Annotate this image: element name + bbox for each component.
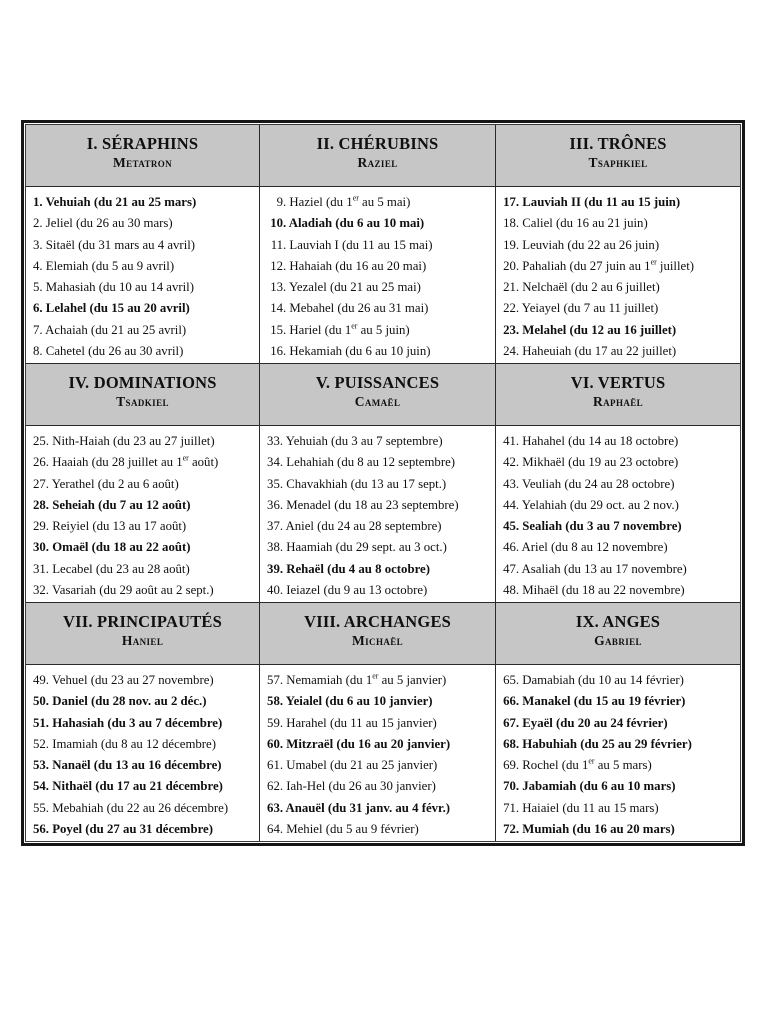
choir-section-3 (496, 125, 740, 364)
angel-entry (503, 235, 737, 256)
angel-entry (267, 691, 492, 712)
choir-title: IV. DOMINATIONS (68, 373, 217, 392)
angel-entry (33, 776, 256, 797)
angel-entry (267, 516, 492, 537)
choir-title: I. SÉRAPHINS (86, 134, 199, 153)
angel-entry (267, 755, 492, 776)
angel-entry (267, 776, 492, 797)
angel-number: 10. (270, 216, 287, 231)
angel-name-and-dates: Seheiah (du 7 au 12 août) (49, 497, 191, 512)
angel-entry (267, 298, 492, 319)
angel-number: 64. (267, 822, 284, 837)
angel-name-and-dates: Reiyiel (du 13 au 17 août) (49, 519, 187, 534)
angel-number: 25. (33, 434, 49, 448)
choir-title: IX. ANGES (575, 612, 661, 631)
angel-number: 1. (33, 195, 43, 209)
angel-name-and-dates: Nelchaël (du 2 au 6 juillet) (519, 280, 660, 295)
angel-entry (33, 819, 256, 840)
angel-entry (33, 192, 256, 213)
angel-entry (503, 213, 737, 234)
angel-entry (503, 495, 737, 516)
angel-number: 31. (33, 561, 49, 576)
angel-name-and-dates: Lehahiah (du 8 au 12 septembre) (283, 455, 456, 470)
angel-entry (33, 256, 256, 277)
choir-section-2 (260, 125, 496, 364)
angel-number: 16. (270, 344, 287, 359)
choir-title: VI. VERTUS (570, 373, 666, 392)
choir-angel-list (26, 426, 259, 602)
angel-entry (267, 213, 492, 234)
choir-title: VII. PRINCIPAUTÉS (63, 612, 222, 631)
choir-section-7 (26, 603, 260, 841)
angel-name-and-dates: Leuviah (du 22 au 26 juin) (519, 237, 660, 252)
angel-name-and-dates: Lelahel (du 15 au 20 avril) (42, 301, 190, 316)
angel-entry (267, 341, 492, 362)
angel-number: 71. (503, 800, 520, 815)
angel-entry (503, 691, 737, 712)
choir-header (260, 364, 495, 426)
angel-entry (33, 277, 256, 298)
angel-number: 11. (270, 237, 287, 252)
choir-section-6 (496, 364, 740, 603)
angel-number: 32. (33, 583, 49, 598)
angel-number: 6. (33, 301, 43, 316)
angel-number: 38. (267, 540, 284, 555)
angel-name-and-dates: Haiaiel (du 11 au 15 mars) (519, 800, 659, 815)
choir-ruling-angel: Michaël (352, 633, 404, 648)
angel-number: 63. (267, 800, 284, 815)
angel-name-and-dates: Cahetel (du 26 au 30 avril) (42, 344, 184, 359)
angel-name-and-dates: Yeiayel (du 7 au 11 juillet) (519, 301, 659, 316)
angel-name-and-dates: Imamiah (du 8 au 12 décembre) (49, 736, 217, 751)
choir-header (260, 125, 495, 187)
angel-entry (267, 580, 492, 601)
angel-number: 62. (267, 779, 284, 794)
angel-number: 8. (33, 344, 43, 359)
angel-entry (267, 537, 492, 558)
angel-entry (503, 798, 737, 819)
angel-name-and-dates: Vehuiah (du 21 au 25 mars) (42, 195, 197, 209)
angel-name-and-dates: Pahaliah (du 27 juin au 1er juillet) (519, 257, 695, 273)
angel-entry (33, 734, 256, 755)
angel-entry (267, 559, 492, 580)
angel-entry (33, 691, 256, 712)
angel-entry (267, 431, 492, 452)
angel-entry (503, 734, 737, 755)
angel-name-and-dates: Nithaël (du 17 au 21 décembre) (49, 779, 223, 794)
angel-entry (503, 341, 737, 362)
choir-ruling-angel: Raziel (357, 155, 398, 170)
angel-entry (267, 798, 492, 819)
angel-number: 40. (267, 583, 284, 598)
angel-name-and-dates: Hariel (du 1er au 5 juin) (286, 321, 410, 337)
angel-entry (503, 474, 737, 495)
choir-section-9 (496, 603, 740, 841)
angels-table-grid (26, 125, 740, 841)
angel-name-and-dates: Harahel (du 11 au 15 janvier) (283, 715, 437, 730)
angel-number: 47. (503, 561, 520, 576)
angel-entry (503, 559, 737, 580)
angel-number: 23. (503, 322, 520, 337)
angel-number: 39. (267, 561, 284, 576)
angel-entry (33, 474, 256, 495)
angel-name-and-dates: Menadel (du 18 au 23 septembre) (283, 497, 459, 512)
angel-entry (267, 819, 492, 840)
angel-name-and-dates: Eyaël (du 20 au 24 février) (519, 715, 668, 730)
angel-number: 51. (33, 715, 49, 730)
angel-entry (503, 320, 737, 341)
angel-name-and-dates: Omaël (du 18 au 22 août) (49, 540, 191, 555)
choir-section-8 (260, 603, 496, 841)
angel-number: 7. (33, 322, 43, 337)
choir-ruling-angel: Tsaphkiel (588, 155, 648, 170)
angel-name-and-dates: Damabiah (du 10 au 14 février) (519, 673, 684, 687)
angel-entry (267, 192, 492, 213)
angel-entry (33, 431, 256, 452)
angel-number: 17. (503, 195, 520, 209)
angel-name-and-dates: Mebahiah (du 22 au 26 décembre) (49, 800, 229, 815)
choir-title: V. PUISSANCES (315, 373, 440, 392)
angel-entry (267, 713, 492, 734)
angel-name-and-dates: Mikhaël (du 19 au 23 octobre) (519, 455, 679, 470)
angel-entry (33, 298, 256, 319)
angel-name-and-dates: Rochel (du 1er au 5 mars) (519, 756, 652, 773)
angel-entry (33, 452, 256, 473)
angel-entry (503, 537, 737, 558)
angel-number: 33. (267, 434, 284, 448)
angel-name-and-dates: Yezalel (du 21 au 25 mai) (286, 280, 421, 295)
angel-entry (33, 670, 256, 691)
choir-header (260, 603, 495, 665)
angel-number: 49. (33, 673, 49, 687)
choir-header (496, 603, 740, 665)
angel-number: 26. (33, 455, 49, 470)
angel-name-and-dates: Caliel (du 16 au 21 juin) (519, 216, 648, 231)
choir-section-4 (26, 364, 260, 603)
angel-entry (267, 474, 492, 495)
angel-name-and-dates: Yehuiah (du 3 au 7 septembre) (283, 434, 443, 448)
angel-entry (33, 713, 256, 734)
angel-entry (267, 256, 492, 277)
choir-angel-list (260, 187, 495, 363)
angel-number: 45. (503, 519, 520, 534)
angel-name-and-dates: Yerathel (du 2 au 6 août) (49, 476, 179, 491)
angel-number: 48. (503, 583, 520, 598)
angel-number: 61. (267, 758, 284, 773)
angel-name-and-dates: Jeliel (du 26 au 30 mars) (42, 216, 173, 231)
choir-header (496, 364, 740, 426)
angel-name-and-dates: Achaiah (du 21 au 25 avril) (42, 322, 187, 337)
angel-number: 55. (33, 800, 49, 815)
angel-name-and-dates: Mebahel (du 26 au 31 mai) (286, 301, 429, 316)
choir-ruling-angel: Haniel (121, 633, 164, 648)
angel-entry (503, 819, 737, 840)
angel-number: 60. (267, 736, 284, 751)
angel-number: 2. (33, 216, 43, 231)
angel-name-and-dates: Vehuel (du 23 au 27 novembre) (49, 673, 214, 687)
angel-entry (33, 580, 256, 601)
angel-number: 19. (503, 237, 520, 252)
angel-name-and-dates: Nith-Haiah (du 23 au 27 juillet) (49, 434, 215, 448)
angel-entry (267, 495, 492, 516)
choir-angel-list (26, 665, 259, 841)
choir-angel-list (496, 187, 740, 363)
angel-name-and-dates: Lecabel (du 23 au 28 août) (49, 561, 190, 576)
angel-number: 58. (267, 694, 284, 709)
angel-name-and-dates: Lauviah II (du 11 au 15 juin) (519, 195, 681, 209)
angel-name-and-dates: Mehiel (du 5 au 9 février) (283, 822, 419, 837)
angel-entry (267, 235, 492, 256)
angel-entry (33, 516, 256, 537)
angel-name-and-dates: Haamiah (du 29 sept. au 3 oct.) (283, 540, 447, 555)
angel-number: 12. (270, 258, 287, 273)
angel-number: 29. (33, 519, 49, 534)
angel-name-and-dates: Ieiazel (du 9 au 13 octobre) (283, 583, 428, 598)
choir-ruling-angel: Tsadkiel (116, 394, 169, 409)
angel-name-and-dates: Sitaël (du 31 mars au 4 avril) (42, 237, 196, 252)
choir-angel-list (496, 426, 740, 602)
angel-number: 28. (33, 497, 49, 512)
choir-ruling-angel: Camaël (354, 394, 401, 409)
angel-number: 52. (33, 736, 49, 751)
angel-entry (33, 213, 256, 234)
choir-section-5 (260, 364, 496, 603)
choir-title: II. CHÉRUBINS (316, 134, 439, 153)
angel-number: 66. (503, 694, 520, 709)
angel-entry (33, 559, 256, 580)
angel-entry (267, 670, 492, 691)
angel-entry (503, 776, 737, 797)
angel-name-and-dates: Yelahiah (du 29 oct. au 2 nov.) (519, 497, 679, 512)
angel-name-and-dates: Jabamiah (du 6 au 10 mars) (519, 779, 676, 794)
angel-number: 14. (270, 301, 287, 316)
angel-name-and-dates: Mitzraël (du 16 au 20 janvier) (283, 736, 451, 751)
angel-entry (503, 277, 737, 298)
angel-name-and-dates: Hahahel (du 14 au 18 octobre) (519, 434, 679, 448)
angel-name-and-dates: Aladiah (du 6 au 10 mai) (286, 216, 425, 231)
angel-number: 35. (267, 476, 284, 491)
angel-entry (503, 192, 737, 213)
angel-entry (267, 734, 492, 755)
angel-entry (33, 537, 256, 558)
angel-name-and-dates: Sealiah (du 3 au 7 novembre) (519, 519, 682, 534)
angel-entry (503, 755, 737, 776)
angel-number: 21. (503, 280, 520, 295)
angel-name-and-dates: Hekamiah (du 6 au 10 juin) (286, 344, 431, 359)
angel-name-and-dates: Hahasiah (du 3 au 7 décembre) (49, 715, 223, 730)
angel-name-and-dates: Poyel (du 27 au 31 décembre) (49, 822, 213, 837)
choir-angel-list (260, 426, 495, 602)
angel-number: 68. (503, 736, 520, 751)
angel-number: 18. (503, 216, 520, 231)
angel-entry (503, 580, 737, 601)
angel-entry (503, 516, 737, 537)
choir-section-1 (26, 125, 260, 364)
angel-number: 20. (503, 258, 520, 273)
angel-number: 54. (33, 779, 49, 794)
choir-angel-list (26, 187, 259, 363)
angel-number: 22. (503, 301, 520, 316)
angel-number: 41. (503, 434, 520, 448)
angel-name-and-dates: Asaliah (du 13 au 17 novembre) (519, 561, 687, 576)
angel-number: 13. (270, 280, 287, 295)
angel-number: 50. (33, 694, 49, 709)
angel-entry (33, 341, 256, 362)
angel-number: 5. (33, 280, 43, 295)
angel-name-and-dates: Aniel (du 24 au 28 septembre) (283, 519, 442, 534)
angel-name-and-dates: Anauël (du 31 janv. au 4 févr.) (283, 800, 451, 815)
angel-number: 3. (33, 237, 43, 252)
angel-entry (503, 256, 737, 277)
angel-number: 9. (276, 195, 287, 209)
angel-number: 70. (503, 779, 520, 794)
angel-name-and-dates: Habuhiah (du 25 au 29 février) (519, 736, 692, 751)
angel-name-and-dates: Umabel (du 21 au 25 janvier) (283, 758, 438, 773)
angel-number: 4. (33, 258, 43, 273)
angel-name-and-dates: Rehaël (du 4 au 8 octobre) (283, 561, 430, 576)
choir-header (26, 603, 259, 665)
angel-entry (267, 277, 492, 298)
choir-title: III. TRÔNES (569, 134, 667, 153)
choir-title: VIII. ARCHANGES (304, 612, 452, 631)
choir-ruling-angel: Metatron (112, 155, 173, 170)
angel-entry (33, 235, 256, 256)
angel-number: 67. (503, 715, 520, 730)
angel-name-and-dates: Mihaël (du 18 au 22 novembre) (519, 583, 685, 598)
angel-entry (503, 713, 737, 734)
angel-name-and-dates: Daniel (du 28 nov. au 2 déc.) (49, 694, 207, 709)
angel-entry (267, 452, 492, 473)
angel-entry (503, 298, 737, 319)
angel-name-and-dates: Nanaël (du 13 au 16 décembre) (49, 758, 222, 773)
angels-table-border (25, 124, 741, 842)
angel-number: 72. (503, 822, 520, 837)
choir-ruling-angel: Raphaël (593, 394, 644, 409)
angel-number: 42. (503, 455, 520, 470)
angel-number: 27. (33, 476, 49, 491)
angel-name-and-dates: Elemiah (du 5 au 9 avril) (42, 258, 175, 273)
angel-entry (33, 755, 256, 776)
angel-entry (33, 798, 256, 819)
choir-ruling-angel: Gabriel (594, 633, 642, 648)
angel-number: 15. (270, 322, 287, 337)
angel-number: 53. (33, 758, 49, 773)
angel-entry (503, 452, 737, 473)
angel-entry (267, 320, 492, 341)
choir-angel-list (260, 665, 495, 841)
angel-number: 24. (503, 344, 520, 359)
angel-number: 36. (267, 497, 284, 512)
angel-entry (503, 670, 737, 691)
angel-number: 37. (267, 519, 284, 534)
angel-name-and-dates: Lauviah I (du 11 au 15 mai) (286, 237, 433, 252)
angel-name-and-dates: Chavakhiah (du 13 au 17 sept.) (283, 476, 447, 491)
choir-header (26, 125, 259, 187)
angels-table (21, 120, 745, 846)
angel-name-and-dates: Mumiah (du 16 au 20 mars) (519, 822, 675, 837)
angel-entry (503, 431, 737, 452)
angel-number: 56. (33, 822, 49, 837)
angel-entry (33, 320, 256, 341)
angel-number: 65. (503, 673, 520, 687)
angel-number: 34. (267, 455, 284, 470)
angel-name-and-dates: Melahel (du 12 au 16 juillet) (519, 322, 677, 337)
angel-number: 69. (503, 758, 520, 773)
choir-angel-list (496, 665, 740, 841)
angel-name-and-dates: Manakel (du 15 au 19 février) (519, 694, 686, 709)
angel-name-and-dates: Mahasiah (du 10 au 14 avril) (42, 280, 194, 295)
angel-name-and-dates: Iah-Hel (du 26 au 30 janvier) (283, 779, 436, 794)
angel-number: 57. (267, 673, 284, 687)
angel-name-and-dates: Veuliah (du 24 au 28 octobre) (519, 476, 675, 491)
angel-number: 59. (267, 715, 284, 730)
choir-header (26, 364, 259, 426)
angel-name-and-dates: Hahaiah (du 16 au 20 mai) (286, 258, 427, 273)
angel-number: 43. (503, 476, 520, 491)
angel-name-and-dates: Haheuiah (du 17 au 22 juillet) (519, 344, 677, 359)
angel-name-and-dates: Vasariah (du 29 août au 2 sept.) (49, 583, 214, 598)
choir-header (496, 125, 740, 187)
angel-name-and-dates: Haaiah (du 28 juillet au 1er août) (49, 454, 219, 470)
angel-entry (33, 495, 256, 516)
angel-number: 46. (503, 540, 520, 555)
angel-number: 30. (33, 540, 49, 555)
angel-name-and-dates: Haziel (du 1er au 5 mai) (286, 193, 411, 209)
angel-name-and-dates: Nemamiah (du 1er au 5 janvier) (283, 671, 447, 687)
angel-number: 44. (503, 497, 520, 512)
angel-name-and-dates: Ariel (du 8 au 12 novembre) (519, 540, 668, 555)
angel-name-and-dates: Yeialel (du 6 au 10 janvier) (283, 694, 433, 709)
